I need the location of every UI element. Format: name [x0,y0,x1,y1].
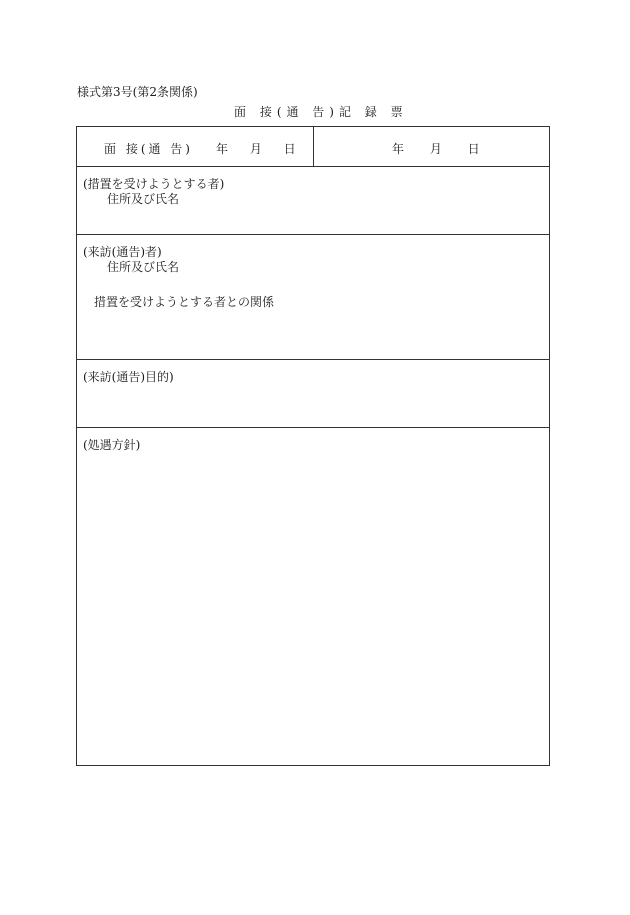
subject-address-name-label: 住所及び氏名 [107,192,180,206]
record-form-table [76,126,550,766]
date-ymd-right: 年 月 日 [392,142,480,156]
document-title: 面 接(通 告)記 録 票 [234,105,408,119]
subject-heading: (措置を受けようとする者) [83,177,225,191]
interview-date-ymd: 年 月 日 [216,142,296,156]
purpose-heading: (来訪(通告)目的) [83,370,174,384]
visitor-heading: (来訪(通告)者) [83,245,162,259]
visitor-address-name-label: 住所及び氏名 [107,260,180,274]
visitor-relation-label: 措置を受けようとする者との関係 [94,295,275,309]
interview-label: 面 接(通 告) [104,142,193,156]
policy-row [77,428,549,766]
policy-heading: (処遇方針) [83,438,141,452]
interview-date-cell [77,127,314,166]
date-row [77,127,549,167]
purpose-row [77,360,549,428]
visitor-row [77,235,549,360]
subject-row [77,167,549,235]
form-number: 様式第3号(第2条関係) [77,85,198,99]
